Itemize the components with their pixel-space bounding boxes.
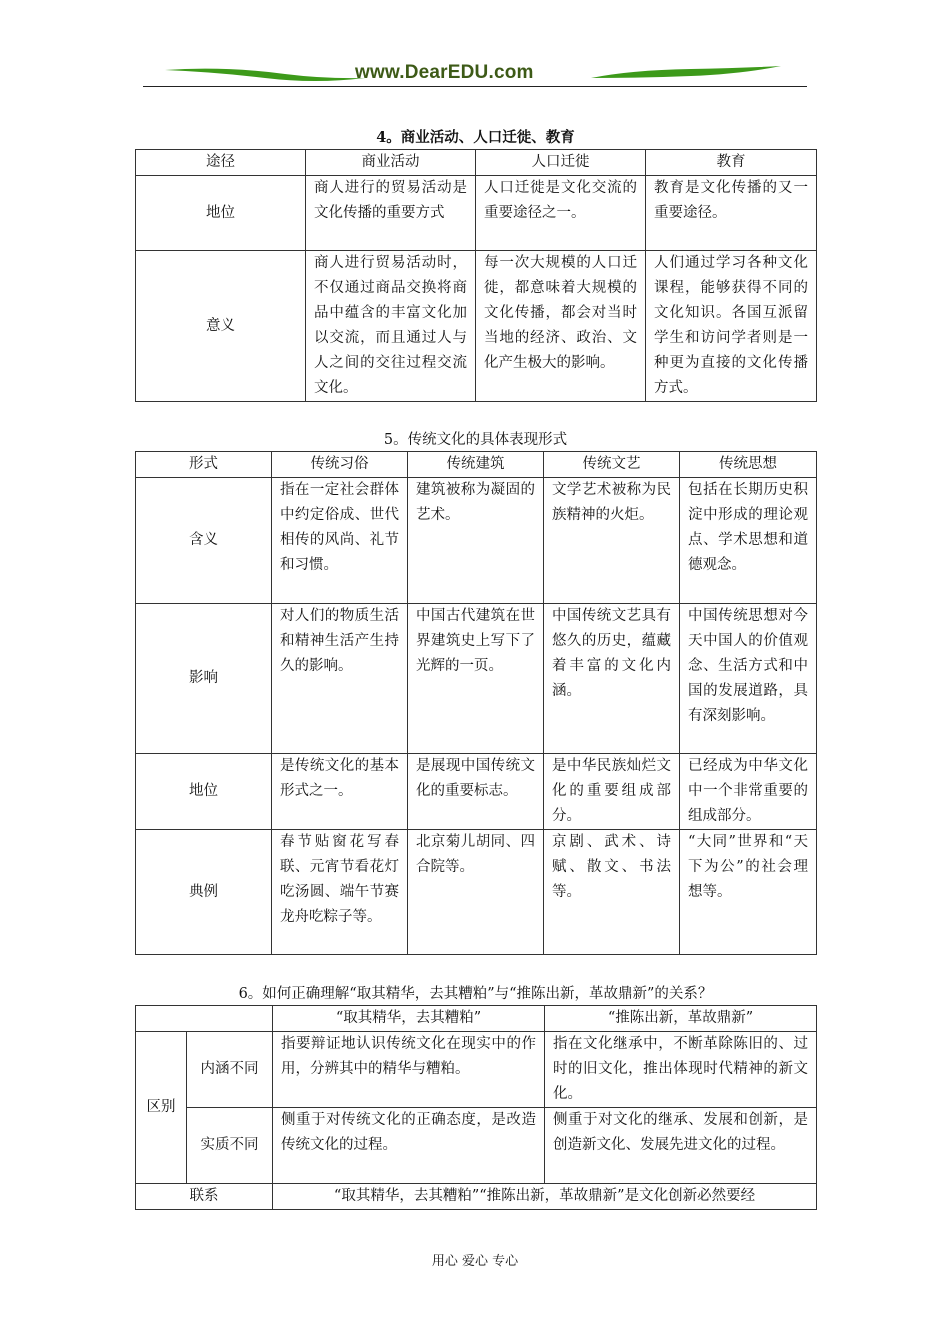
section5-title: 5。传统文化的具体表现形式: [383, 432, 568, 448]
table-cell: 建筑被称为凝固的艺术。: [408, 478, 544, 604]
row-label: 典例: [136, 830, 272, 955]
table-cell: 指在文化继承中，不断革除陈旧的、过时的旧文化，推出体现时代精神的新文化。: [545, 1032, 817, 1108]
table-cell: 侧重于对传统文化的正确态度，是改造传统文化的过程。: [273, 1108, 545, 1184]
table-row: [136, 830, 817, 955]
table-row: [136, 251, 817, 402]
column-header: 教育: [646, 150, 817, 176]
column-header: “推陈出新，革故鼎新”: [545, 1006, 817, 1032]
table-cell: 教育是文化传播的又一重要途径。: [646, 176, 817, 251]
table-cell: 商人进行的贸易活动是文化传播的重要方式: [306, 176, 476, 251]
table-header-row: [136, 452, 817, 478]
table-cell: 中国传统思想对今天中国人的价值观念、生活方式和中国的发展道路，具有深刻影响。: [680, 604, 817, 754]
row-label: 地位: [136, 754, 272, 830]
column-header: 传统文艺: [544, 452, 680, 478]
table-cell: 是传统文化的基本形式之一。: [272, 754, 408, 830]
table-row: [136, 1184, 817, 1210]
row-label: 含义: [136, 478, 272, 604]
table-cell: 对人们的物质生活和精神生活产生持久的影响。: [272, 604, 408, 754]
right-swoosh-icon: [591, 64, 781, 84]
table-cell: “大同”世界和“天下为公”的社会理想等。: [680, 830, 817, 955]
page-header: [143, 56, 807, 92]
page-footer: 用心 爱心 专心: [431, 1254, 519, 1269]
table-header-row: [136, 150, 817, 176]
table-cell: 京剧、武术、诗赋、散文、书法等。: [544, 830, 680, 955]
table-row: [136, 754, 817, 830]
table-cell: 已经成为中华文化中一个非常重要的组成部分。: [680, 754, 817, 830]
section4-title: 4。商业活动、人口迁徙、教育: [376, 129, 575, 146]
table-row: [136, 604, 817, 754]
table-row: [136, 1108, 817, 1184]
table-cell: 中国传统文艺具有悠久的历史，蕴藏着丰富的文化内涵。: [544, 604, 680, 754]
site-logo: www.DearEDU.com: [355, 62, 534, 83]
table-row: [136, 1032, 817, 1108]
table-cell: “取其精华，去其糟粕”“推陈出新，革故鼎新”是文化创新必然要经: [273, 1184, 817, 1210]
empty-corner-cell: [136, 1006, 273, 1032]
column-header: 形式: [136, 452, 272, 478]
table-cell: 指要辩证地认识传统文化在现实中的作用，分辨其中的精华与糟粕。: [273, 1032, 545, 1108]
row-label: 联系: [136, 1184, 273, 1210]
row-label: 实质不同: [187, 1108, 273, 1184]
table-cell: 中国古代建筑在世界建筑史上写下了光辉的一页。: [408, 604, 544, 754]
table-cell: 人们通过学习各种文化课程，能够获得不同的文化知识。各国互派留学生和访问学者则是一种更为直接的文化传播方式。: [646, 251, 817, 402]
table-cell: 北京菊儿胡同、四合院等。: [408, 830, 544, 955]
table-cell: 指在一定社会群体中约定俗成、世代相传的风尚、礼节和习惯。: [272, 478, 408, 604]
row-label: 意义: [136, 251, 306, 402]
column-header: “取其精华，去其糟粕”: [273, 1006, 545, 1032]
table-cell: 文学艺术被称为民族精神的火炬。: [544, 478, 680, 604]
header-rule: [143, 86, 807, 87]
table-cell: 春节贴窗花写春联、元宵节看花灯吃汤圆、端午节赛龙舟吃粽子等。: [272, 830, 408, 955]
section6-title: 6。如何正确理解“取其精华，去其糟粕”与“推陈出新，革故鼎新”的关系？: [238, 986, 713, 1002]
column-header: 途径: [136, 150, 306, 176]
table-cell: 是展现中国传统文化的重要标志。: [408, 754, 544, 830]
column-header: 传统思想: [680, 452, 817, 478]
table-cell: 是中华民族灿烂文化的重要组成部分。: [544, 754, 680, 830]
column-header: 传统习俗: [272, 452, 408, 478]
table-row: [136, 478, 817, 604]
row-label: 地位: [136, 176, 306, 251]
column-header: 人口迁徙: [476, 150, 646, 176]
table-cell: 每一次大规模的人口迁徙，都意味着大规模的文化传播，都会对当时当地的经济、政治、文化产生极大的影响。: [476, 251, 646, 402]
section6-table: [135, 1005, 817, 1210]
table-header-row: [136, 1006, 817, 1032]
table-row: [136, 176, 817, 251]
table-cell: 商人进行贸易活动时，不仅通过商品交换将商品中蕴含的丰富文化加以交流，而且通过人与人之间的交往过程交流文化。: [306, 251, 476, 402]
table-cell: 人口迁徙是文化交流的重要途径之一。: [476, 176, 646, 251]
column-header: 传统建筑: [408, 452, 544, 478]
table-cell: 侧重于对文化的继承、发展和创新，是创造新文化、发展先进文化的过程。: [545, 1108, 817, 1184]
section5-table: [135, 451, 817, 955]
group-label: 区别: [136, 1032, 187, 1184]
table-cell: 包括在长期历史积淀中形成的理论观点、学术思想和道德观念。: [680, 478, 817, 604]
left-swoosh-icon: [165, 64, 365, 84]
section4-table: [135, 149, 817, 402]
row-label: 内涵不同: [187, 1032, 273, 1108]
row-label: 影响: [136, 604, 272, 754]
column-header: 商业活动: [306, 150, 476, 176]
